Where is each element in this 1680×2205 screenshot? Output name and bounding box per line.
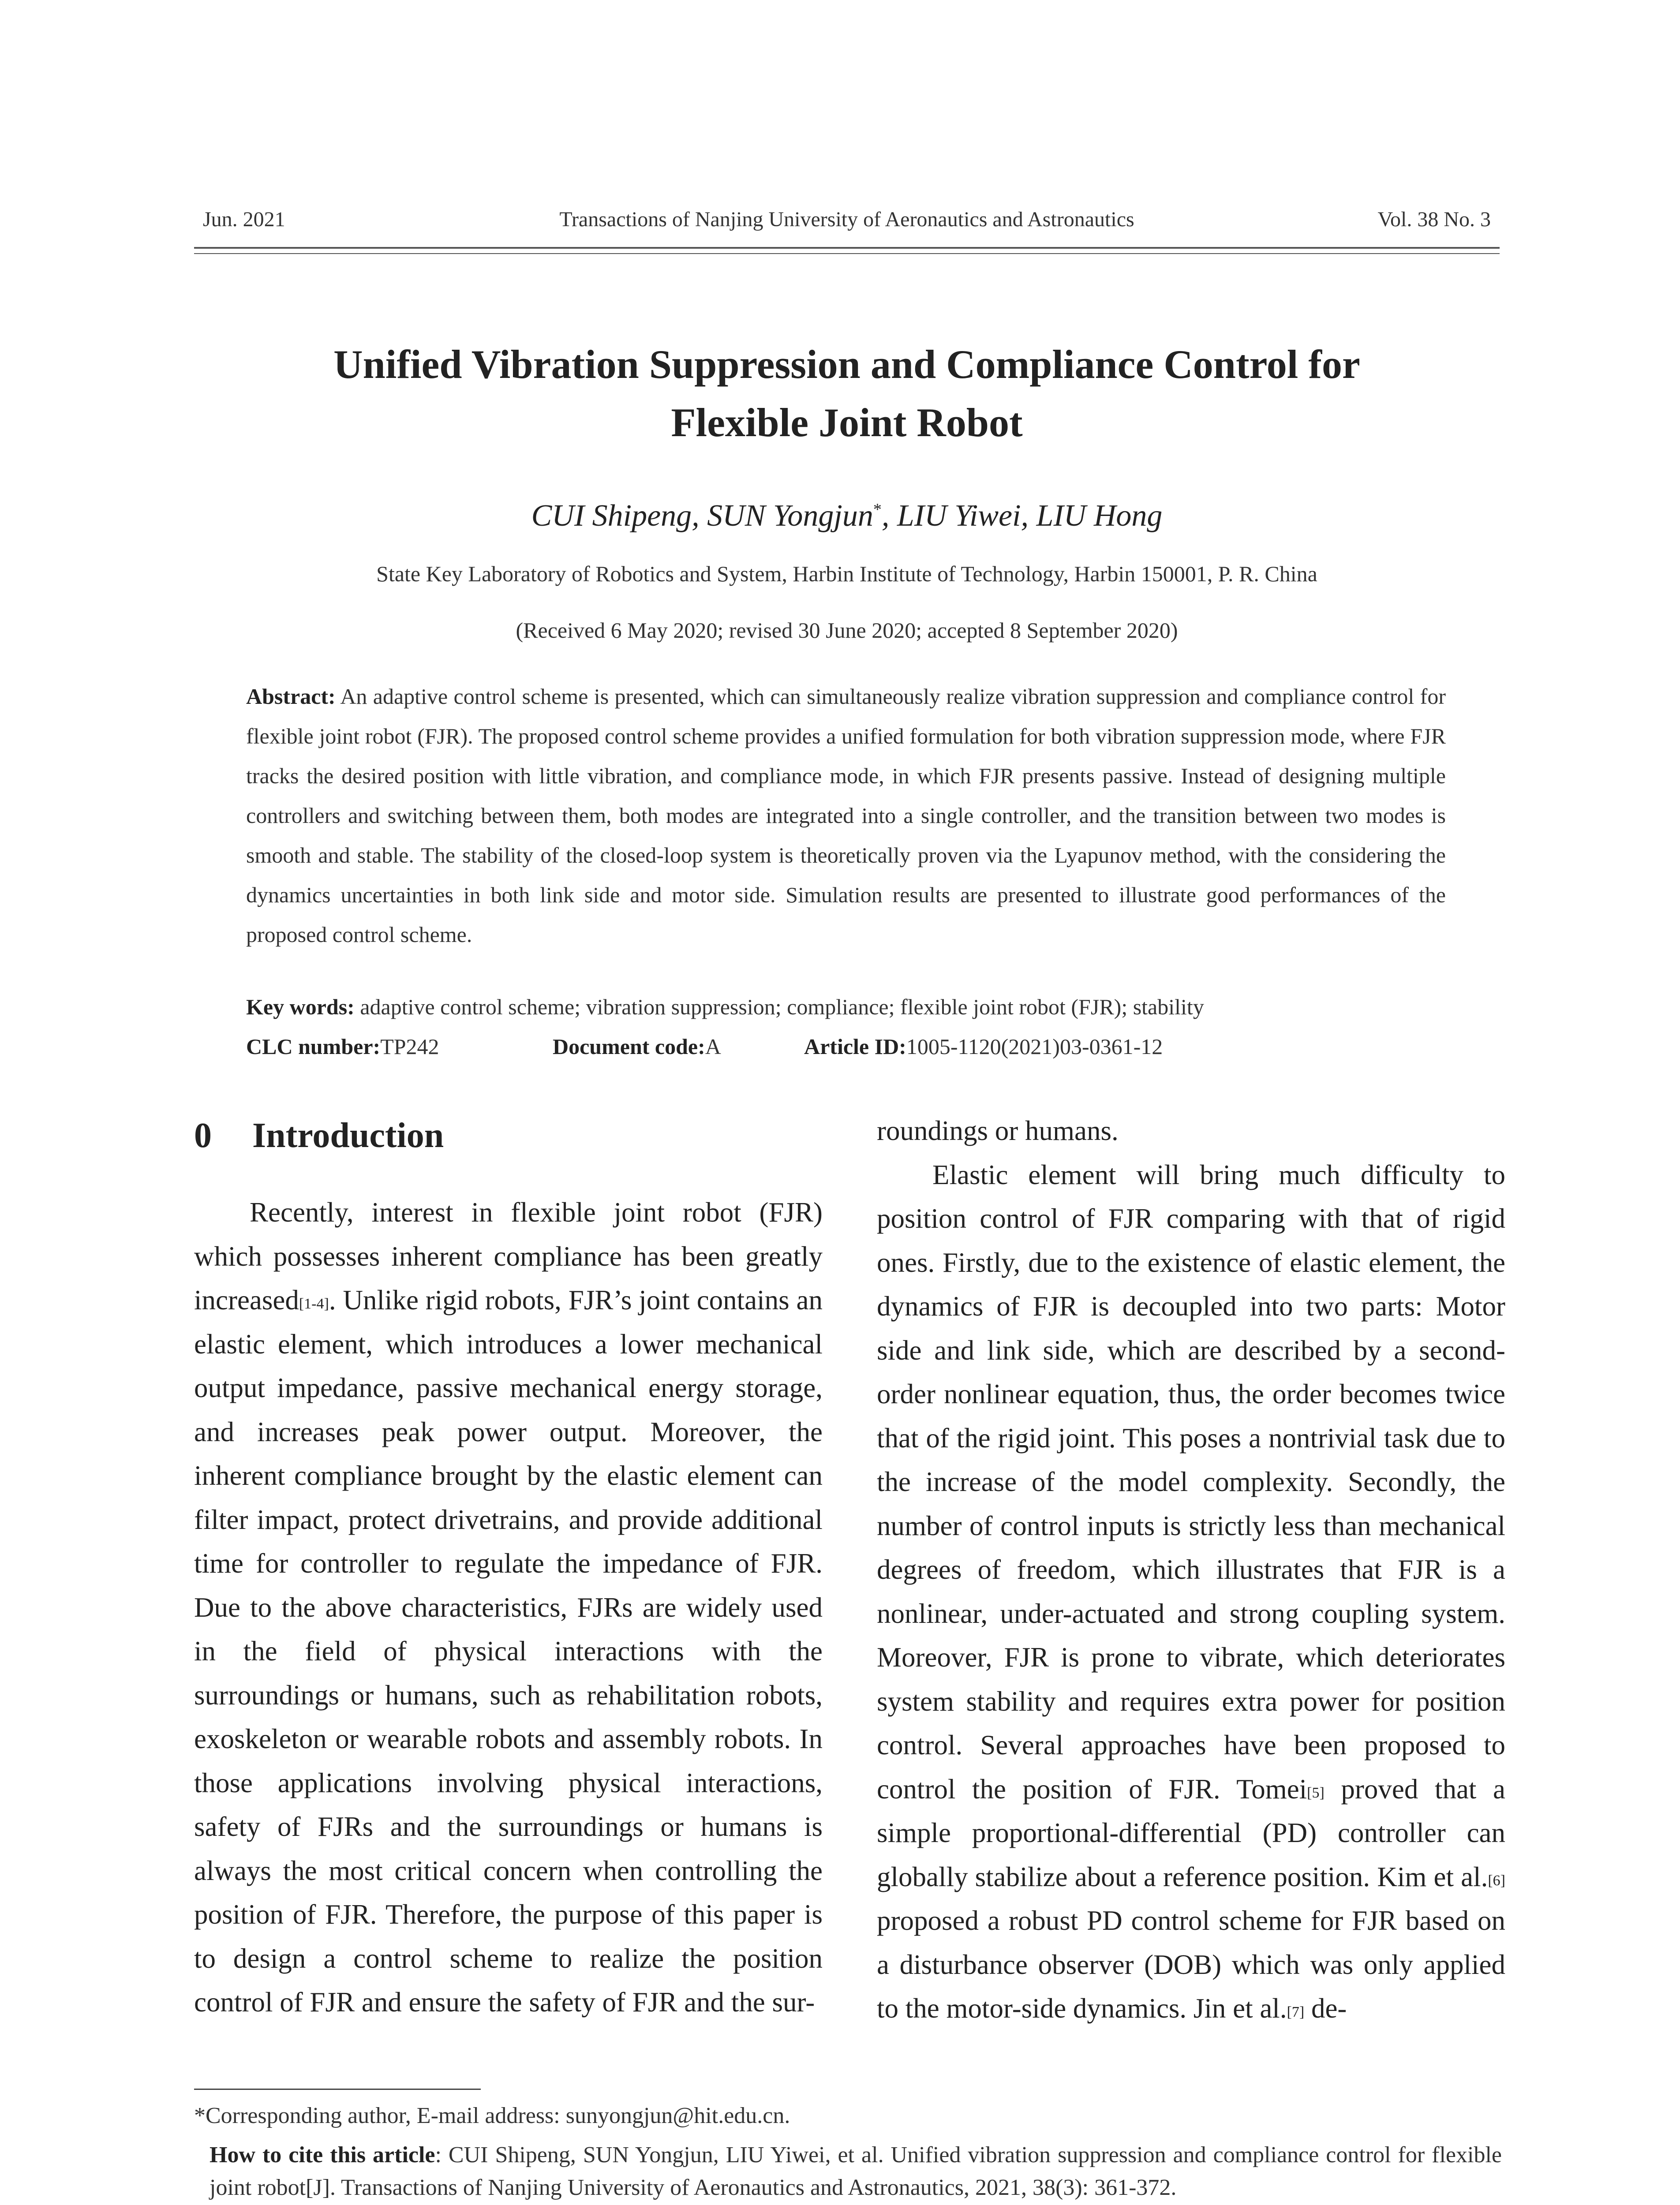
paragraph-text: proved that a simple proportional-differential (PD) controller can globally stabilize about a reference position. Kim et al. xyxy=(877,1773,1506,1892)
intro-paragraph-1 xyxy=(194,1191,823,2025)
affiliation: State Key Laboratory of Robotics and System, Harbin Institute of Technology, Harbin 150001, P. R. China xyxy=(376,561,1317,586)
article-id-label: Article ID: xyxy=(804,1034,906,1059)
section-number: 0 xyxy=(194,1116,212,1155)
author-list xyxy=(194,498,1500,534)
journal-name: Transactions of Nanjing University of Aeronautics and Astronautics xyxy=(559,208,1134,231)
clc-label: CLC number: xyxy=(246,1034,381,1059)
classification-line xyxy=(246,1034,1163,1059)
document-code-label: Document code: xyxy=(553,1034,705,1059)
issue-date: Jun. 2021 xyxy=(203,208,285,231)
intro-paragraph-2 xyxy=(877,1153,1505,2031)
authors-part-2: , LIU Yiwei, LIU Hong xyxy=(881,499,1163,533)
citation-ref: [6] xyxy=(1488,1872,1505,1889)
abstract-text: An adaptive control scheme is presented, which can simultaneously realize vibration suppression and compliance control for flexible joint robot (FJR). The proposed control scheme provides a unified formulation for both vibration suppression mode, where FJR tracks the desired position with little vibration, and compliance mode, in which FJR presents passive. Instead of designing multiple controllers and switching between them, both modes are integrated into a single controller, and the transition between two modes is smooth and stable. The stability of the closed-loop system is theoretically proven via the Lyapunov method, with the considering the dynamics uncertainties in both link side and motor side. Simulation results are presented to illustrate good performances of the proposed control scheme. xyxy=(246,684,1446,947)
section-heading xyxy=(194,1116,444,1156)
running-header xyxy=(194,207,1500,234)
keywords xyxy=(246,994,1204,1020)
submission-dates: (Received 6 May 2020; revised 30 June 2020; accepted 8 September 2020) xyxy=(516,618,1178,643)
paragraph-text: Elastic element will bring much difficulty to position control of FJR comparing with that of rigid ones. Firstly, due to the existence of elastic element, the dynamics of FJR is decoupled into two parts: Motor side and link side, which are described by a second-order nonlinear equation, thus, the order becomes twice that of the rigid joint. This poses a nontrivial task due to the increase of the model complexity. Secondly, the number of control inputs is strictly less than mechanical degrees of freedom, which illustrates that FJR is a nonlinear, under-actuated and strong coupling system. Moreover, FJR is prone to vibrate, which deteriorates system stability and requires extra power for position control. Several approaches have been proposed to control the position of FJR. Tomei xyxy=(877,1159,1505,1805)
paragraph-text: proposed a robust PD control scheme for FJR based on a disturbance observer (DOB) which was only applied to the motor-side dynamics. Jin et al. xyxy=(877,1905,1505,2024)
article-id-value: 1005-1120(2021)03-0361-12 xyxy=(906,1034,1163,1059)
clc-value: TP242 xyxy=(380,1034,439,1059)
paragraph-text: de- xyxy=(1304,1993,1347,2024)
corresponding-mark: * xyxy=(873,500,882,519)
citation-ref: [1-4] xyxy=(299,1296,329,1312)
title-line-2: Flexible Joint Robot xyxy=(671,400,1023,445)
cite-text: : CUI Shipeng, SUN Yongjun, LIU Yiwei, et al. Unified vibration suppression and compliance control for flexible joint robot[J]. Transactions of Nanjing University of Aeronautics and Astronautics, 2021, 38(3): 361-372. xyxy=(210,2142,1502,2200)
corresponding-author-note: *Corresponding author, E-mail address: sunyongjun@hit.edu.cn. xyxy=(194,2103,790,2128)
citation-ref: [7] xyxy=(1287,2004,1305,2020)
keywords-label: Key words: xyxy=(246,994,355,1019)
document-code-value: A xyxy=(705,1034,721,1059)
left-column xyxy=(194,1191,823,2025)
volume-issue: Vol. 38 No. 3 xyxy=(1377,208,1491,231)
footnote-rule xyxy=(194,2089,481,2090)
title-line-1: Unified Vibration Suppression and Compliance Control for xyxy=(333,342,1360,387)
citation-note xyxy=(210,2139,1502,2204)
paragraph-text: . Unlike rigid robots, FJR’s joint contains an elastic element, which introduces a lower mechanical output impedance, passive mechanical energy storage, and increases peak power output. Moreover, the inherent compliance brought by the elastic element can filter impact, protect drivetrains, and provide additional time for controller to regulate the impedance of FJR. Due to the above characteristics, FJRs are widely used in the field of physical interactions with the surroundings or humans, such as rehabilitation robots, exoskeleton or wearable robots and assembly robots. In those applications involving physical interactions, safety of FJRs and the surroundings or humans is always the most critical concern when controlling the position of FJR. Therefore, the purpose of this paper is to design a control scheme to realize the position control of FJR and ensure the safety of FJR and the sur- xyxy=(194,1285,823,2018)
abstract xyxy=(246,676,1446,954)
abstract-label: Abstract: xyxy=(246,684,336,709)
section-title: Introduction xyxy=(252,1116,444,1155)
paragraph-continuation: roundings or humans. xyxy=(877,1115,1119,1146)
paper-title xyxy=(194,335,1500,452)
authors-part-1: CUI Shipeng, SUN Yongjun xyxy=(531,499,873,533)
header-rule-thin xyxy=(194,253,1500,254)
keywords-text: adaptive control scheme; vibration suppression; compliance; flexible joint robot (FJR); stability xyxy=(360,994,1204,1019)
header-rule-thick xyxy=(194,247,1500,249)
cite-label: How to cite this article xyxy=(210,2142,435,2168)
paragraph-text: Recently, interest in flexible joint robot (FJR) which possesses inherent compliance has been greatly increased xyxy=(194,1197,823,1316)
citation-ref: [5] xyxy=(1307,1784,1325,1801)
right-column xyxy=(877,1109,1505,2031)
